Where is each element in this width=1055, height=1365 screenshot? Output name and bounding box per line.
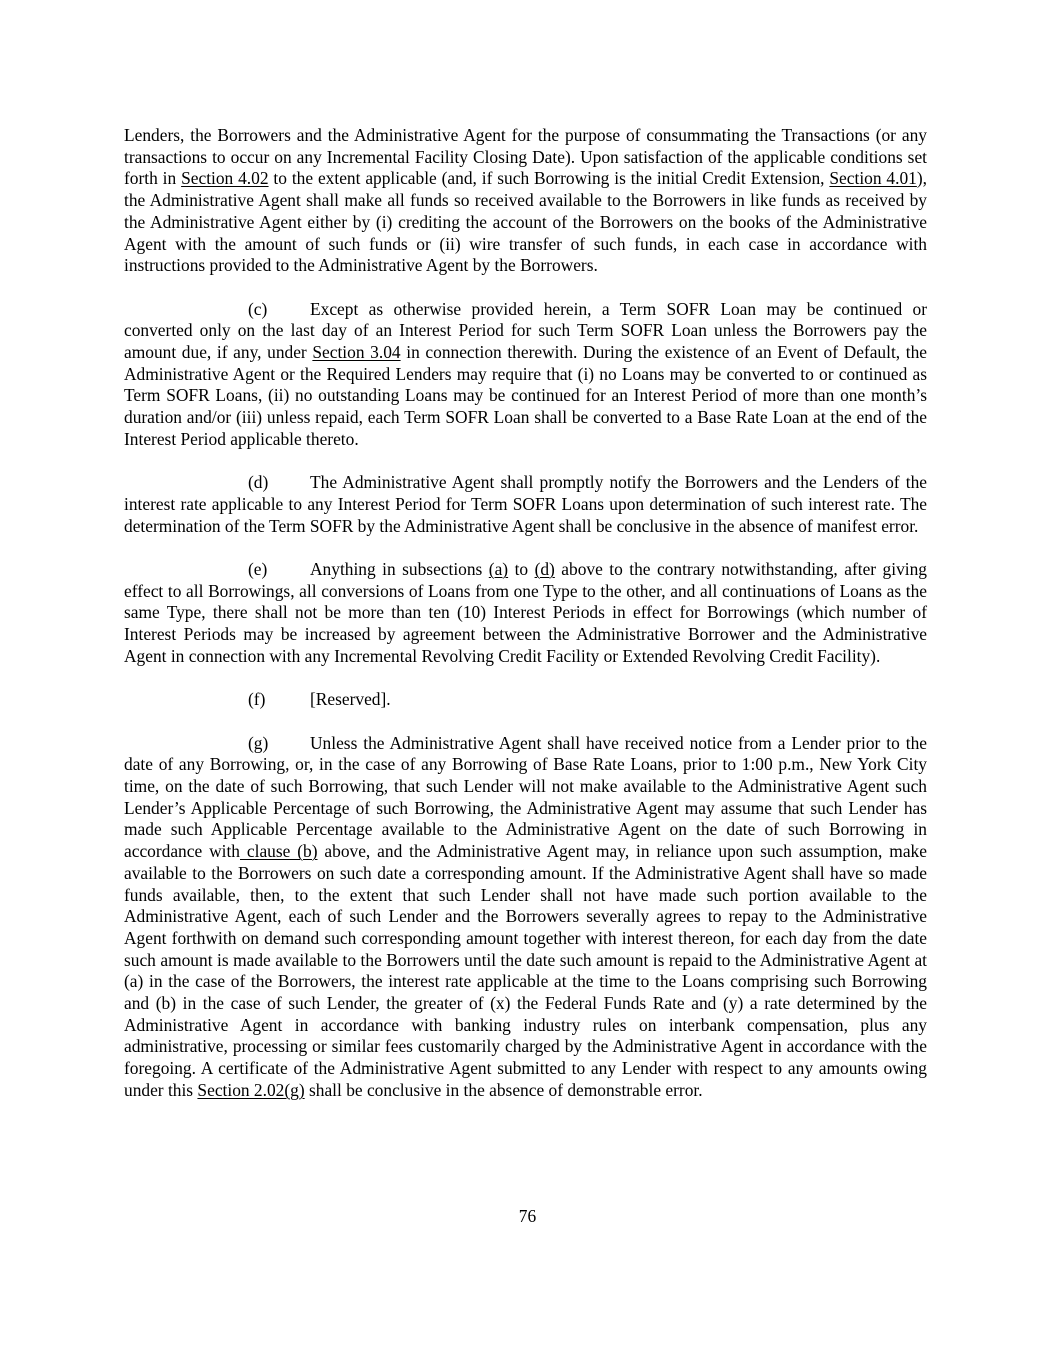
document-body [124, 125, 927, 1123]
cross-reference-section-4-02[interactable]: Section 4.02 [181, 168, 269, 189]
clause-label: (g) [248, 732, 269, 753]
cross-reference-subsection-a[interactable]: (a) [488, 559, 509, 580]
paragraph-e [124, 559, 927, 668]
paragraph-text: The Administrative Agent shall promptly notify the Borrowers and the Lenders of the interest rate applicable to any Interest Period for Term SOFR Loans upon determination of such interest rate. The determination of the Term SOFR by the Administrative Agent shall be conclusive in the absence of manifest error. [124, 472, 927, 536]
paragraph-text: ), the Administrative Agent shall make all funds so received available to the Borrowers in like funds as received by the Administrative Agent either by (i) crediting the account of the Borrowers on the books of the Administrative Agent with the amount of such funds or (ii) wire transfer of such funds, in each case in accordance with instructions provided to the Administrative Agent by the Borrowers. [124, 168, 928, 276]
paragraph-text: [Reserved]. [310, 689, 391, 710]
paragraph-text: to [508, 559, 535, 580]
clause-label: (d) [248, 472, 269, 493]
paragraph-text: Unless the Administrative Agent shall have received notice from a Lender prior to the date of any Borrowing, or, in the case of any Borrowing of Base Rate Loans, prior to 1:00 p.m., New York City time, on the date of such Borrowing, that such Lender will not make available to the Administrative Agent such Lender’s Applicable Percentage of such Borrowing, the Administrative Agent may assume that such Lender has made such Applicable Percentage available to the Administrative Agent on the date of such Borrowing in accordance with [124, 732, 927, 862]
paragraph-d [124, 472, 927, 537]
paragraph-text: Lenders, the Borrowers and the Administrative Agent for the purpose of consummating the Transactions (or any transactions to occur on any Incremental Facility Closing Date). Upon satisfaction of the applicable conditions set forth in [124, 125, 927, 189]
paragraph-text: Anything in subsections [310, 559, 489, 580]
page-number: 76 [518, 1206, 537, 1226]
paragraph-text: in connection therewith. During the existence of an Event of Default, the Administrative Agent or the Required Lenders may require that (i) no Loans may be converted to or continued as Term SOFR Loans, (ii) no outstanding Loans may be continued for an Interest Period of more than one month’s duration and/or (iii) unless repaid, each Term SOFR Loan shall be converted to a Base Rate Loan at the end of the Interest Period applicable thereto. [124, 342, 928, 449]
paragraph-text: above, and the Administrative Agent may, in reliance upon such assumption, make available to the Borrowers on such date a corresponding amount. If the Administrative Agent shall have so made funds available, then, to the extent that such Lender shall not have made such portion available to the Administrative Agent, each of such Lender and the Borrowers severally agrees to repay to the Administrative Agent forthwith on demand such corresponding amount together with interest thereon, for each day from the date such amount is made available to the Borrowers until the date such amount is repaid to the Administrative Agent at (a) in the case of the Borrowers, the interest rate applicable at the time to the Loans comprising such Borrowing and (b) in the case of such Lender, the greater of (x) the Federal Funds Rate and (y) a rate determined by the Administrative Agent in accordance with banking industry rules on interbank compensation, plus any administrative, processing or similar fees customarily charged by the Administrative Agent in accordance with the foregoing. A certificate of the Administrative Agent submitted to any Lender with respect to any amounts owing under this [124, 841, 927, 1100]
cross-reference-clause-b[interactable]: clause (b) [240, 841, 318, 862]
paragraph-g [124, 733, 927, 1102]
paragraph-text: above to the contrary notwithstanding, after giving effect to all Borrowings, all conversions of Loans from one Type to the other, and all continuations of Loans as the same Type, there shall not be more than ten (10) Interest Periods in effect for Borrowings (which number of Interest Periods may be increased by agreement between the Administrative Borrower and the Administrative Agent in connection with any Incremental Revolving Credit Facility or Extended Revolving Credit Facility). [124, 559, 927, 666]
paragraph-text: Except as otherwise provided herein, a Term SOFR Loan may be continued or converted only on the last day of an Interest Period for such Term SOFR Loan unless the Borrowers pay the amount due, if any, under [124, 298, 927, 363]
paragraph-f [124, 689, 927, 711]
clause-label: (e) [248, 559, 268, 580]
cross-reference-section-3-04[interactable]: Section 3.04 [312, 342, 401, 363]
cross-reference-section-2-02-g[interactable]: Section 2.02(g) [197, 1079, 305, 1100]
cross-reference-section-4-01[interactable]: Section 4.01 [829, 168, 917, 189]
clause-label: (f) [248, 689, 266, 710]
paragraph-text: to the extent applicable (and, if such Borrowing is the initial Credit Extension, [268, 168, 830, 189]
clause-label: (c) [248, 298, 268, 319]
cross-reference-subsection-d[interactable]: (d) [534, 559, 555, 580]
paragraph-c [124, 299, 927, 451]
paragraph-b-continuation [124, 125, 927, 277]
paragraph-text: shall be conclusive in the absence of demonstrable error. [304, 1079, 703, 1100]
